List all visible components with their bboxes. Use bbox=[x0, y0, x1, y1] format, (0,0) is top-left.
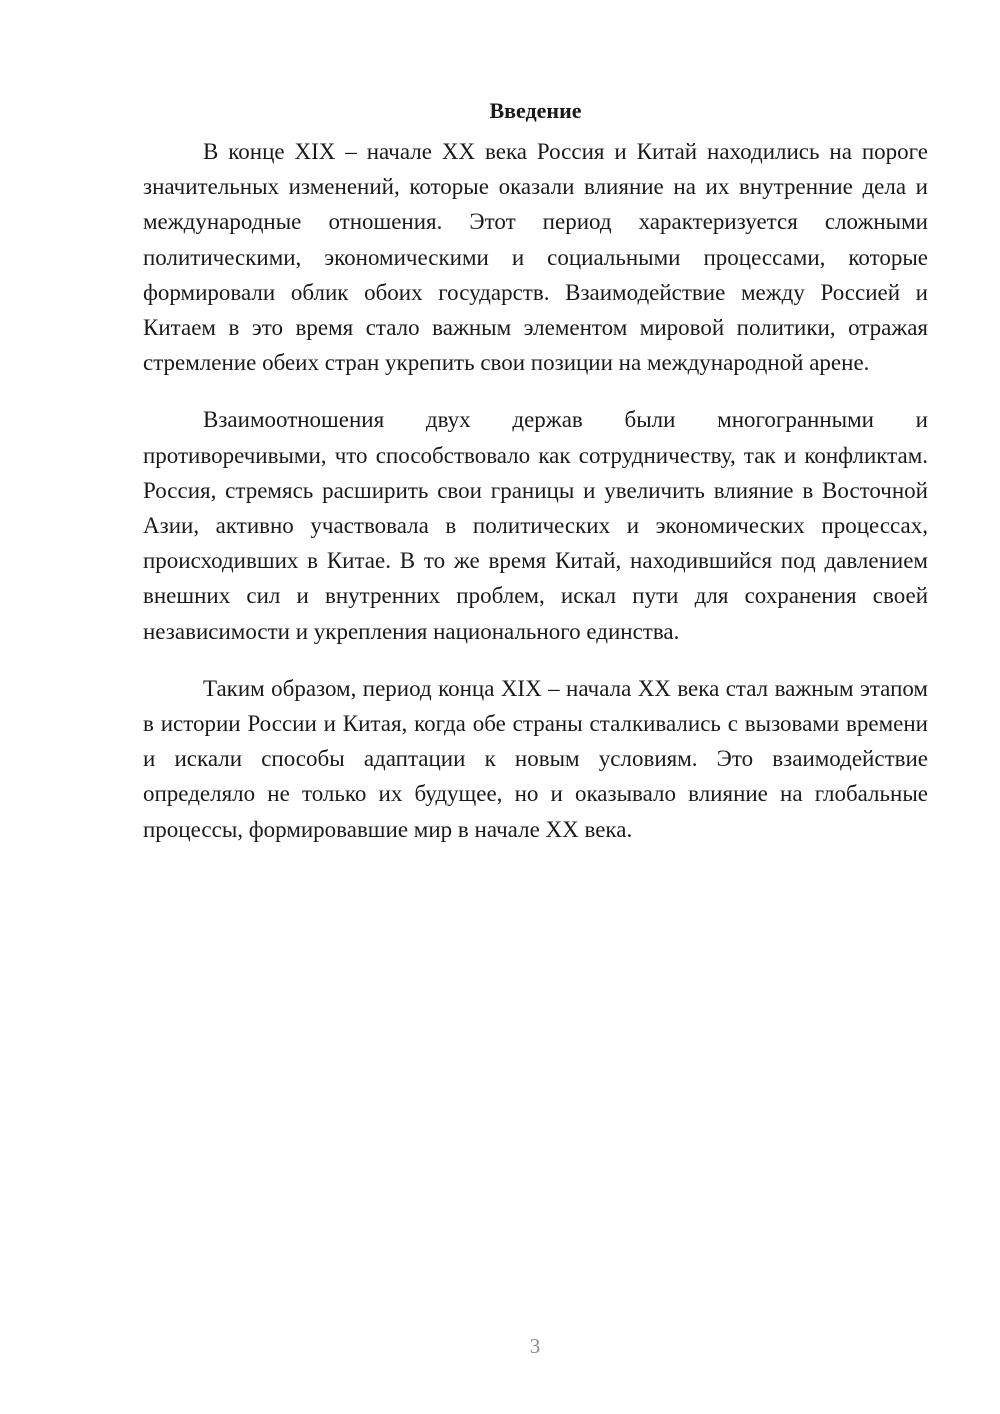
page-number: 3 bbox=[529, 1334, 541, 1358]
page-body bbox=[143, 93, 928, 847]
paragraph-2: Взаимоотношения двух держав были многогранными и противоречивыми, что способствовало как сотрудничеству, так и конфликтам. Россия, стремясь расширить свои границы и увеличить влияние в Восточной Азии, активно участвовала в политических и экономических процессах, происходивших в Китае. В то же время Китай, находившийся под давлением внешних сил и внутренних проблем, искал пути для сохранения своей независимости и укрепления национального единства. bbox=[143, 407, 928, 644]
paragraph-1: В конце XIX – начале XX века Россия и Китай находились на пороге значительных изменений, которые оказали влияние на их внутренние дела и международные отношения. Этот период характеризуется сложными политическими, экономическими и социальными процессами, которые формировали облик обоих государств. Взаимодействие между Россией и Китаем в это время стало важным элементом мировой политики, отражая стремление обеих стран укрепить свои позиции на международной арене. bbox=[143, 139, 928, 376]
paragraph-3: Таким образом, период конца XIX – начала XX века стал важным этапом в истории России и Китая, когда обе страны сталкивались с вызовами времени и искали способы адаптации к новым условиям. Это взаимодействие определяло не только их будущее, но и оказывало влияние на глобальные процессы, формировавшие мир в начале XX века. bbox=[143, 675, 928, 842]
section-title: Введение bbox=[489, 98, 582, 123]
